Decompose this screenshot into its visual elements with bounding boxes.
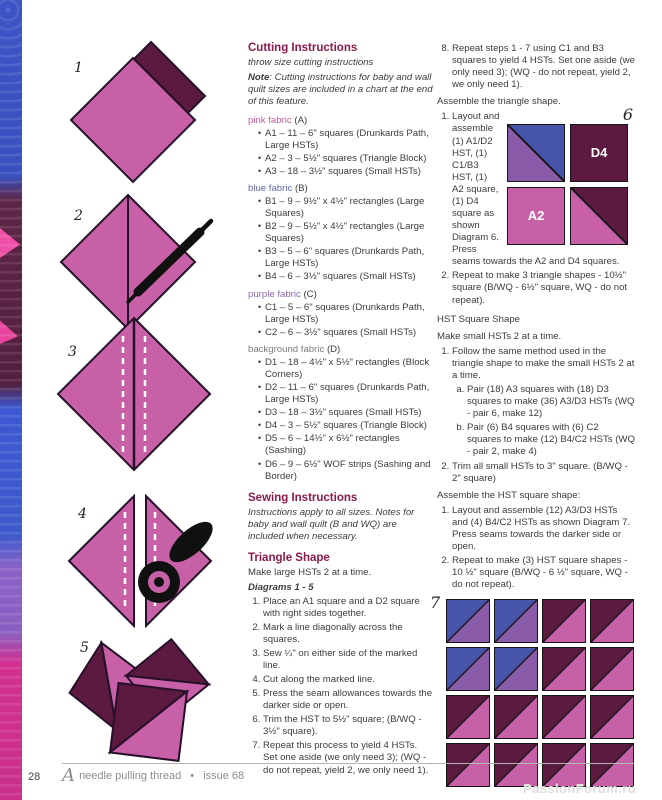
fabric-group-label: blue fabric (B) [248, 182, 308, 194]
triangle-step: 8. Repeat steps 1 - 7 using C1 and B3 squares to yield 4 HSTs. Set one aside (we only need 3); (WQ - do not repeat, yield 2, we only need 1). [452, 43, 635, 91]
triangle-steps-list [248, 596, 433, 777]
assemble-triangle-list [437, 105, 635, 306]
assemble-hst-step: 1. Layout and assemble (12) A3/D3 HSTs and (4) B4/C2 HSTs as shown Diagram 7. Press seams towards the darker side or open. [452, 505, 635, 553]
quilt-photo-strip [0, 0, 22, 800]
diagram7-cell [590, 647, 634, 691]
cut-item: • A3 – 18 – 3½" squares (Small HSTs) [258, 166, 433, 178]
footer-rule [62, 763, 634, 764]
figure-3-sew-lines [42, 314, 234, 474]
page-number: 28 [28, 771, 41, 783]
cut-item: • D3 – 18 – 3½" squares (Small HSTs) [258, 407, 433, 419]
magazine-brand [62, 765, 244, 786]
assemble-step: 2. Repeat to make 3 triangle shapes - 10½" square (B/WQ - 6½" square, WQ - do not repeat). [452, 270, 635, 306]
hst-stack-diagram [52, 630, 227, 768]
figure-4-cut-line [46, 490, 236, 632]
figure-number: 5 [80, 640, 89, 656]
cut-item: • B1 – 9 – 9½" x 4½" rectangles (Large Squares) [258, 196, 433, 220]
diagram7-cell [542, 647, 586, 691]
cut-item: • C2 – 6 – 3½" squares (Small HSTs) [258, 327, 433, 339]
diagram-6 [507, 107, 635, 245]
cut-item: • B3 – 5 – 6" squares (Drunkards Path, Large HSTs) [258, 246, 433, 270]
fabric-group-label: background fabric (D) [248, 343, 341, 355]
cut-item: • B2 – 9 – 5½" x 4½" rectangles (Large Squares) [258, 221, 433, 245]
diagram7-cell [446, 647, 490, 691]
triangle-step: 4. Cut along the marked line. [263, 674, 433, 686]
figure-number: 4 [78, 506, 87, 522]
triangle-step: 1. Place an A1 square and a D2 square with right sides together. [263, 596, 433, 620]
hst-square-shape-title: HST Square Shape [437, 313, 521, 325]
figure-number: 3 [68, 344, 77, 360]
sewing-intro: Instructions apply to all sizes. Notes for baby and wall quilt (B and WQ) are included when necessary. [248, 506, 415, 543]
hst-square-shape-subtitle: Make small HSTs 2 at a time. [437, 330, 562, 342]
issue-label: issue 68 [203, 770, 245, 782]
triangle-step: 5. Press the seam allowances towards the darker side or open. [263, 688, 433, 712]
diagram6-cell-label: D4 [590, 145, 608, 161]
cut-item: • D6 – 9 – 6½" WOF strips (Sashing and Border) [258, 459, 433, 483]
diagram7-cell [494, 599, 538, 643]
figure-number: 1. 6 [622, 105, 633, 125]
figure-number: 2 [74, 208, 83, 224]
cut-item: • D5 – 6 – 14½" x 6½" rectangles (Sashing) [258, 433, 433, 457]
diagram7-cell [494, 695, 538, 739]
purple-fabric-list [248, 302, 433, 339]
cut-line-diagram [46, 490, 236, 632]
diagram7-grid [446, 599, 635, 787]
diagram7-cell [494, 647, 538, 691]
cut-item: • B4 – 6 – 3½" squares (Small HSTs) [258, 271, 433, 283]
diagram6-cell [570, 124, 628, 182]
hst-substep: a. Pair (18) A3 squares with (18) D3 squares to make (36) A3/D3 HSTs (WQ - pair 6, make 12) [467, 384, 635, 420]
note-text: : Cutting instructions for baby and wall quilt sizes are included in a chart at the end of this feature. [248, 72, 433, 108]
cutting-subtitle: throw size cutting instructions [248, 57, 374, 69]
hst-substep: b. Pair (6) B4 squares with (6) C2 squares to make (12) B4/C2 HSTs (WQ - pair 2, make 4) [467, 422, 635, 458]
assemble-triangle-heading: Assemble the triangle shape. [437, 96, 561, 108]
background-fabric-list [248, 357, 433, 483]
triangle-shape-subtitle: Make large HSTs 2 at a time. [248, 567, 372, 579]
triangle-step: 2. Mark a line diagonally across the squares. [263, 622, 433, 646]
cutting-instructions-title: Cutting Instructions [248, 42, 358, 54]
assemble-step: 1. 6 D4 A2 Layout and assemble (1) A1/D2 HST, (1) C1/B3 HST, (1) A2 square, (1) D4 square as shown Diagram 6. Press seams towards the A2 and D4 squares. [452, 111, 635, 268]
fabric-group-label: purple fabric (C) [248, 288, 317, 300]
cut-item: • C1 – 5 – 6" squares (Drunkards Path, Large HSTs) [258, 302, 433, 326]
brand-initial: A [62, 765, 75, 786]
blue-fabric-list [248, 196, 433, 284]
quilt-pink-triangle [0, 228, 20, 258]
triangle-shape-title: Triangle Shape [248, 552, 330, 565]
diagram6-cell-label: A2 [527, 208, 545, 224]
pink-fabric-list [248, 128, 433, 178]
figure-number: 1 [74, 60, 83, 76]
diagram-7 [430, 593, 635, 787]
diagram6-cell [507, 187, 565, 245]
cut-item: • A2 – 3 – 5½" squares (Triangle Block) [258, 153, 433, 165]
diagram7-cell [446, 695, 490, 739]
diagram7-cell [542, 599, 586, 643]
quilt-pink-triangle [0, 318, 18, 344]
figure-number: 7 [430, 593, 441, 613]
cutting-instructions-column [248, 42, 433, 782]
cut-item: • D2 – 11 – 6" squares (Drunkards Path, Large HSTs) [258, 382, 433, 406]
hst-step: 1. Follow the same method used in the triangle shape to make the small HSTs 2 at a time. a. Pair (18) A3 squares with (18) D3 squares to make (36) A3/D3 HSTs (WQ - pair 6, make 12) b. Pair (6) B4 squares with (6) C2 squares to make (12) B4/C2 HSTs (WQ - pair 2, make 4) [452, 346, 635, 459]
diagram7-cell [590, 599, 634, 643]
brand-name: needle pulling thread [79, 770, 182, 782]
cutting-note [248, 72, 433, 108]
figure-1-layered-squares [48, 36, 223, 188]
fabric-group-label: pink fabric (A) [248, 114, 308, 126]
layered-squares-diagram [48, 36, 223, 188]
diagram6-cell [507, 124, 565, 182]
diagram7-cell [590, 695, 634, 739]
sew-lines-diagram [42, 314, 234, 474]
assemble-hst-list [437, 505, 635, 592]
assemble-hst-step: 2. Repeat to make (3) HST square shapes - 10 ½" square (B/WQ - 6 ½" square, WQ - do not repeat). [452, 555, 635, 591]
diagram7-cell [446, 743, 490, 787]
step-8-list [437, 43, 635, 91]
diagram6-cell [570, 187, 628, 245]
hst-steps-list [437, 346, 635, 485]
hst-substeps-list [452, 384, 635, 458]
hst-step: 2. Trim all small HSTs to 3" square. (B/WQ - 2" square) [452, 461, 635, 485]
watermark: PassionForum.ru [523, 781, 636, 796]
note-label: Note [248, 72, 270, 84]
assembly-column [430, 42, 635, 787]
assemble-hst-heading: Assemble the HST square shape: [437, 489, 581, 501]
figure-5-hst-stack [52, 630, 227, 768]
diagrams-reference: Diagrams 1 - 5 [248, 582, 314, 594]
diagram7-cell [542, 695, 586, 739]
triangle-step: 7. Repeat this process to yield 4 HSTs. Set one aside (we only need 3); (WQ - do not repeat, yield 2, we only need 1). [263, 740, 433, 776]
cut-item: • A1 – 11 – 6" squares (Drunkards Path, Large HSTs) [258, 128, 433, 152]
triangle-step: 6. Trim the HST to 5½" square; (B/WQ - 3½" square). [263, 714, 433, 738]
cut-item: • D4 – 3 – 5½" squares (Triangle Block) [258, 420, 433, 432]
cut-item: • D1 – 18 – 4½" x 5½" rectangles (Block Corners) [258, 357, 433, 381]
triangle-step: 3. Sew ¼" on either side of the marked line. [263, 648, 433, 672]
brand-separator: • [190, 770, 195, 782]
diagram7-cell [446, 599, 490, 643]
sewing-instructions-title: Sewing Instructions [248, 491, 358, 504]
diagram6-grid [507, 124, 635, 245]
